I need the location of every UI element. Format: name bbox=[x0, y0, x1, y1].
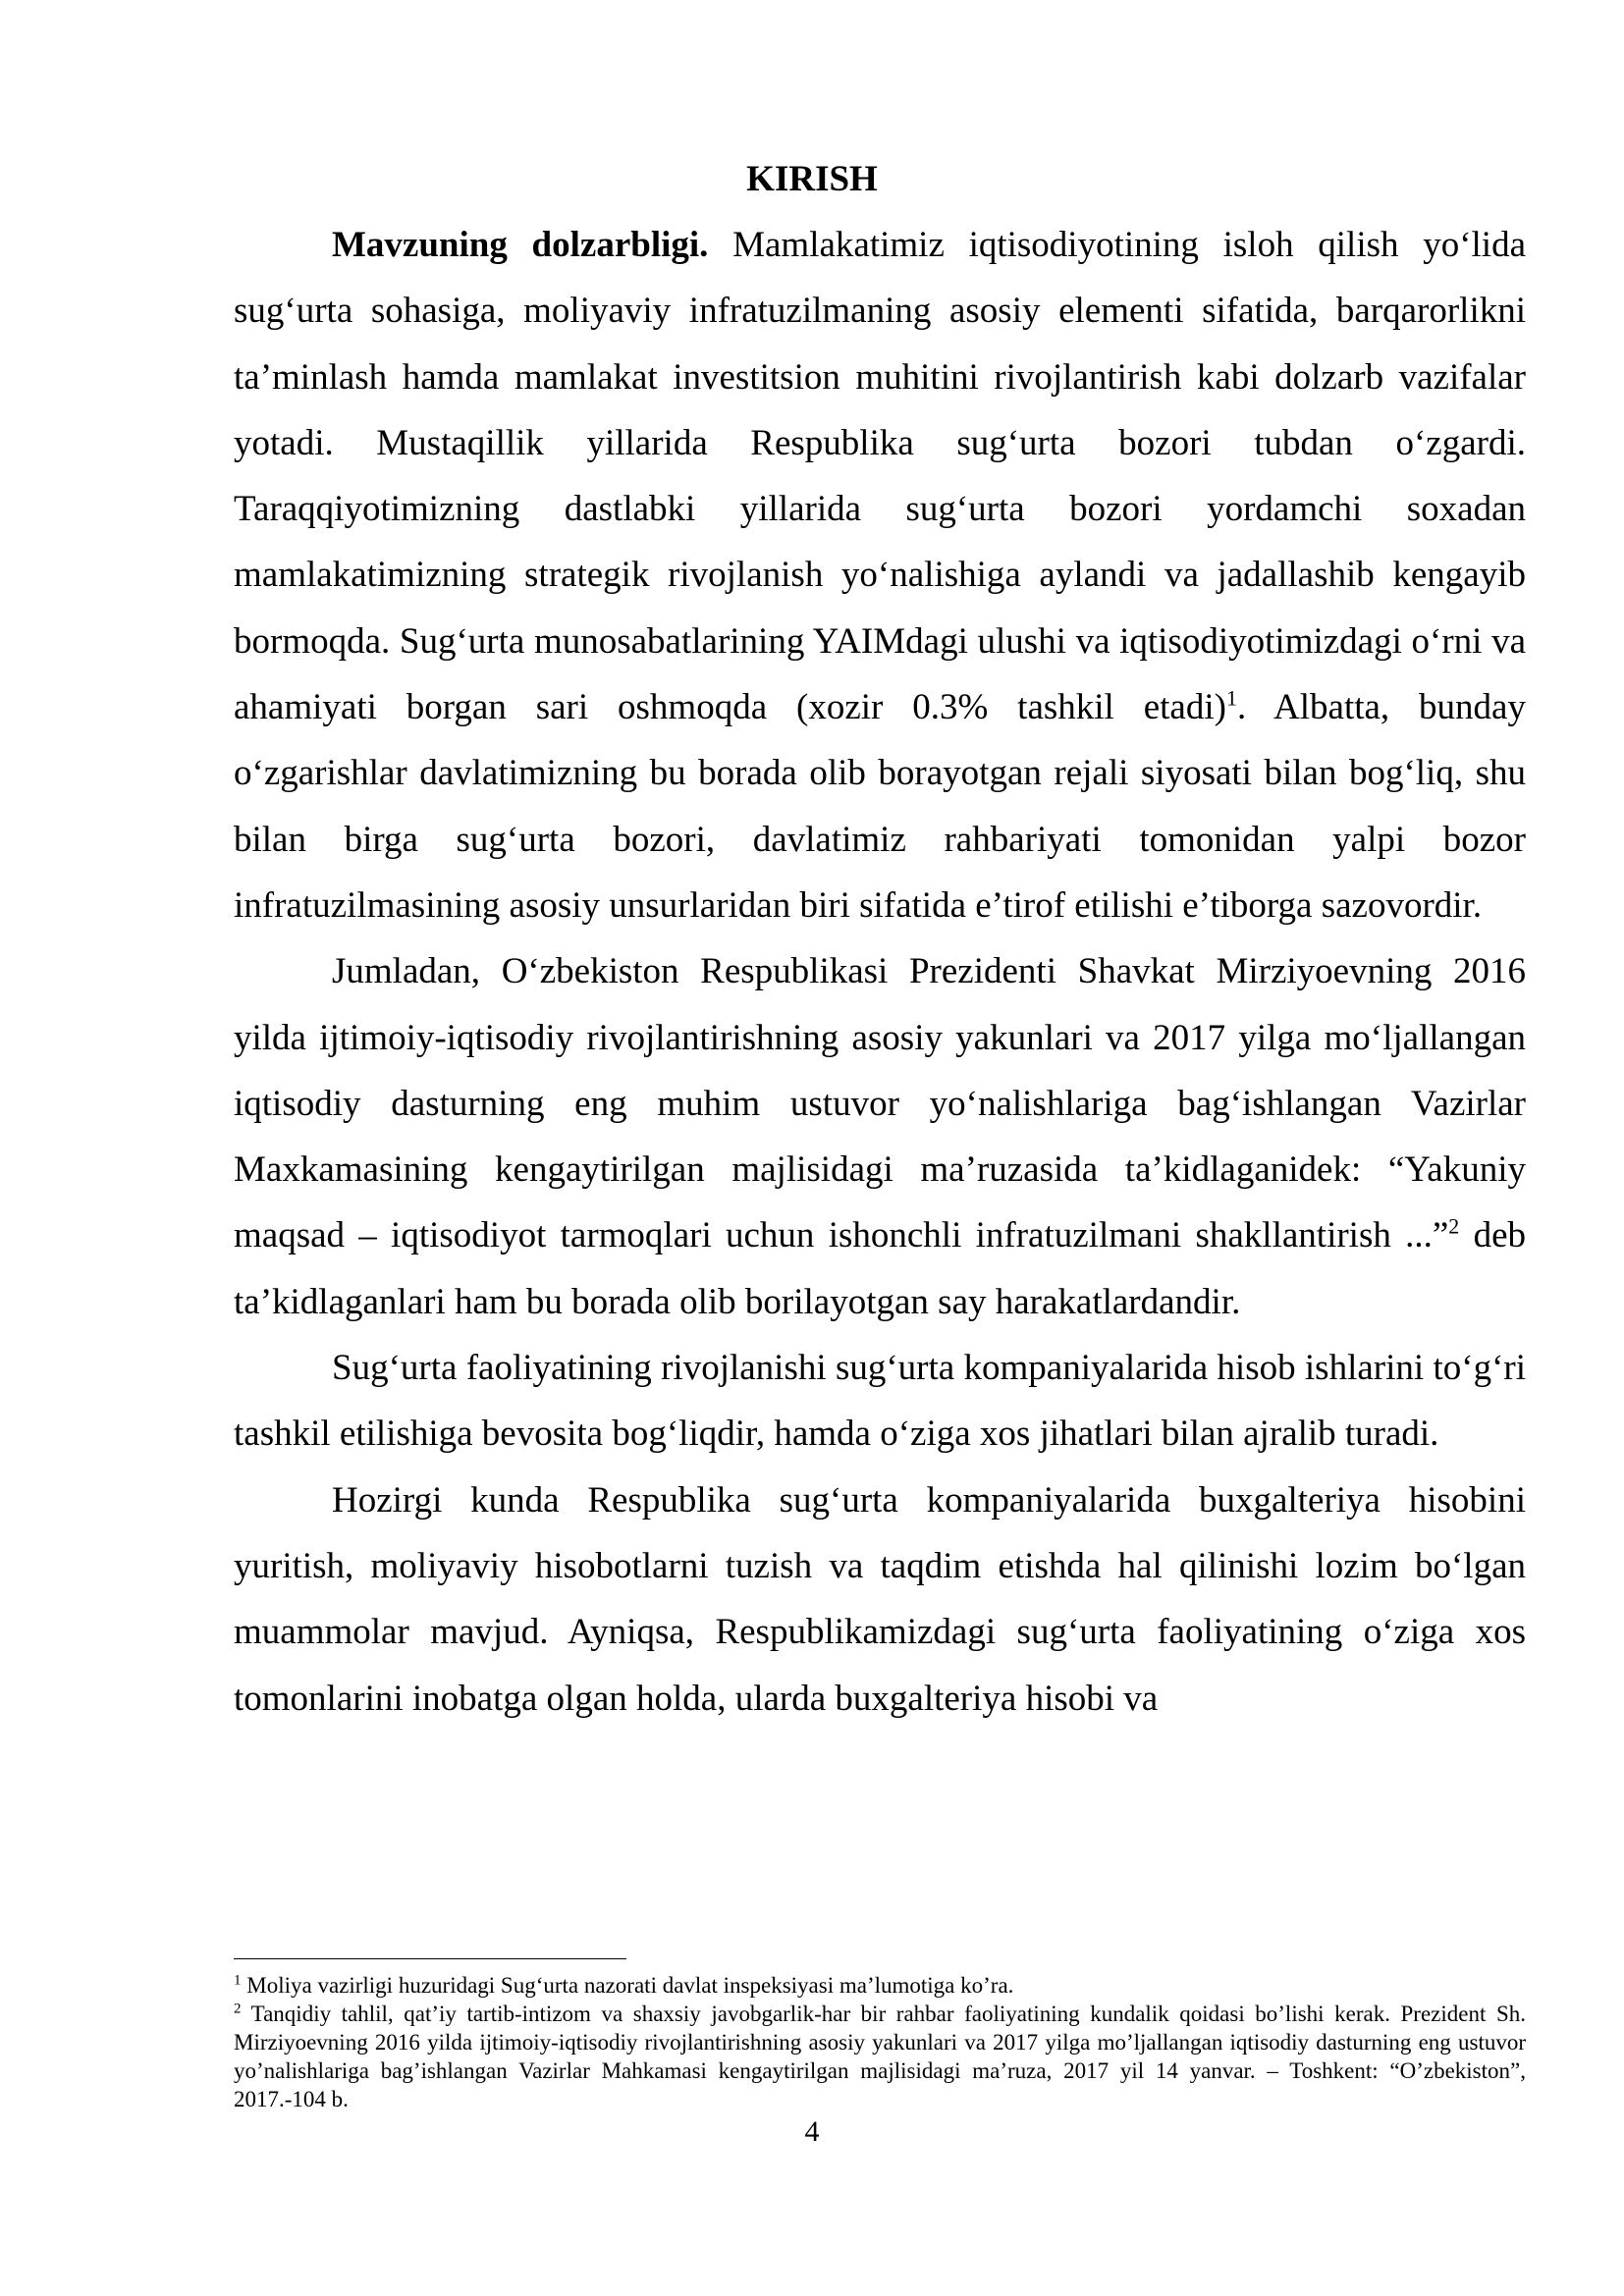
footnote-divider bbox=[234, 1958, 626, 1959]
page-title: KIRISH bbox=[746, 159, 878, 199]
paragraph-text: Jumladan, O‘zbekiston Respublikasi Prezidenti Shavkat Mirziyoevning 2016 yilda ijtimoiy-iqtisodiy rivojlantirishning asosiy yakunlari va 2017 yilga mo‘ljallangan iqtisodiy dasturning eng muhim ustuvor yo‘nalishlariga bag‘ishlangan Vazirlar Maxkamasining kengaytirilgan majlisidagi ma’ruzasida ta’kidlaganidek: “Yakuniy maqsad – iqtisodiyot tarmoqlari uchun ishonchli infratuzilmani shakllantirish ...” bbox=[234, 951, 1526, 1256]
paragraph-relevance bbox=[234, 212, 1526, 938]
footnote-text: Moliya vazirligi huzuridagi Sug‘urta nazorati davlat inspeksiyasi ma’lumotiga ko’ra. bbox=[241, 1973, 1014, 1998]
footnote-item bbox=[234, 2000, 1526, 2113]
body-text bbox=[234, 212, 1526, 1732]
paragraph-text: . Albatta, bunday o‘zgarishlar davlatimizning bu borada olib borayotgan rejali siyosati bilan bog‘liq, shu bilan birga sug‘urta bozori, davlatimiz rahbariyati tomonidan yalpi bozor infratuzilmasining asosiy unsurlaridan biri sifatida e’tirof etilishi e’tiborga sazovordir. bbox=[234, 687, 1526, 926]
paragraph-text: Mamlakatimiz iqtisodiyotining isloh qilish yo‘lida sug‘urta sohasiga, moliyaviy infratuzilmaning asosiy elementi sifatida, barqarorlikni ta’minlash hamda mamlakat investitsion muhitini rivojlantirish kabi dolzarb vazifalar yotadi. Mustaqillik yillarida Respublika sug‘urta bozori tubdan o‘zgardi. Taraqqiyotimizning dastlabki yillarida sug‘urta bozori yordamchi soxadan mamlakatimizning strategik rivojlanish yo‘nalishiga aylandi va jadallashib kengayib bormoqda. Sug‘urta munosabatlarining YAIMdagi ulushi va iqtisodiyotimizdagi o‘rni va ahamiyati borgan sari oshmoqda (xozir 0.3% tashkil etadi) bbox=[234, 225, 1526, 728]
footnote-reference[interactable]: 1 bbox=[1225, 685, 1237, 711]
paragraph-text: deb ta’kidlaganlari ham bu borada olib borilayotgan say harakatlardandir. bbox=[234, 1215, 1526, 1322]
paragraph-president-speech bbox=[234, 938, 1526, 1335]
footnote-reference[interactable]: 2 bbox=[1448, 1214, 1460, 1240]
footnotes bbox=[234, 1971, 1526, 2113]
footnote-item bbox=[234, 1971, 1526, 2000]
page-number: 4 bbox=[804, 2115, 820, 2148]
paragraph-current-problems: Hozirgi kunda Respublika sug‘urta kompaniyalarida buxgalteriya hisobini yuritish, moliyaviy hisobotlarni tuzish va taqdim etishda hal qilinishi lozim bo‘lgan muammolar mavjud. Ayniqsa, Respublikamizdagi sug‘urta faoliyatining o‘ziga xos tomonlarini inobatga olgan holda, ularda buxgalteriya hisobi va bbox=[234, 1479, 1526, 1719]
footnote-mark: 2 bbox=[234, 2001, 242, 2017]
footnote-text: Tanqidiy tahlil, qat’iy tartib-intizom va shaxsiy javobgarlik-har bir rahbar faoliyatining kundalik qoidasi bo’lishi kerak. Prezident Sh. Mirziyoevning 2016 yilda ijtimoiy-iqtisodiy rivojlantirishning asosiy yakunlari va 2017 yilga mo’ljallangan iqtisodiy dasturning eng ustuvor yo’nalishlariga bag’ishlangan Vazirlar Mahkamasi kengaytirilgan majlisidagi ma’ruza, 2017 yil 14 yanvar. – Toshkent: “O’zbekiston”, 2017.-104 b. bbox=[234, 2002, 1526, 2111]
paragraph-insurance-development: Sug‘urta faoliyatining rivojlanishi sug‘urta kompaniyalarida hisob ishlarini to‘g‘ri tashkil etilishiga bevosita bog‘liqdir, hamda o‘ziga xos jihatlari bilan ajralib turadi. bbox=[234, 1348, 1526, 1455]
paragraph-lead: Mavzuning dolzarbligi. bbox=[332, 225, 709, 265]
footnote-mark: 1 bbox=[234, 1972, 242, 1989]
